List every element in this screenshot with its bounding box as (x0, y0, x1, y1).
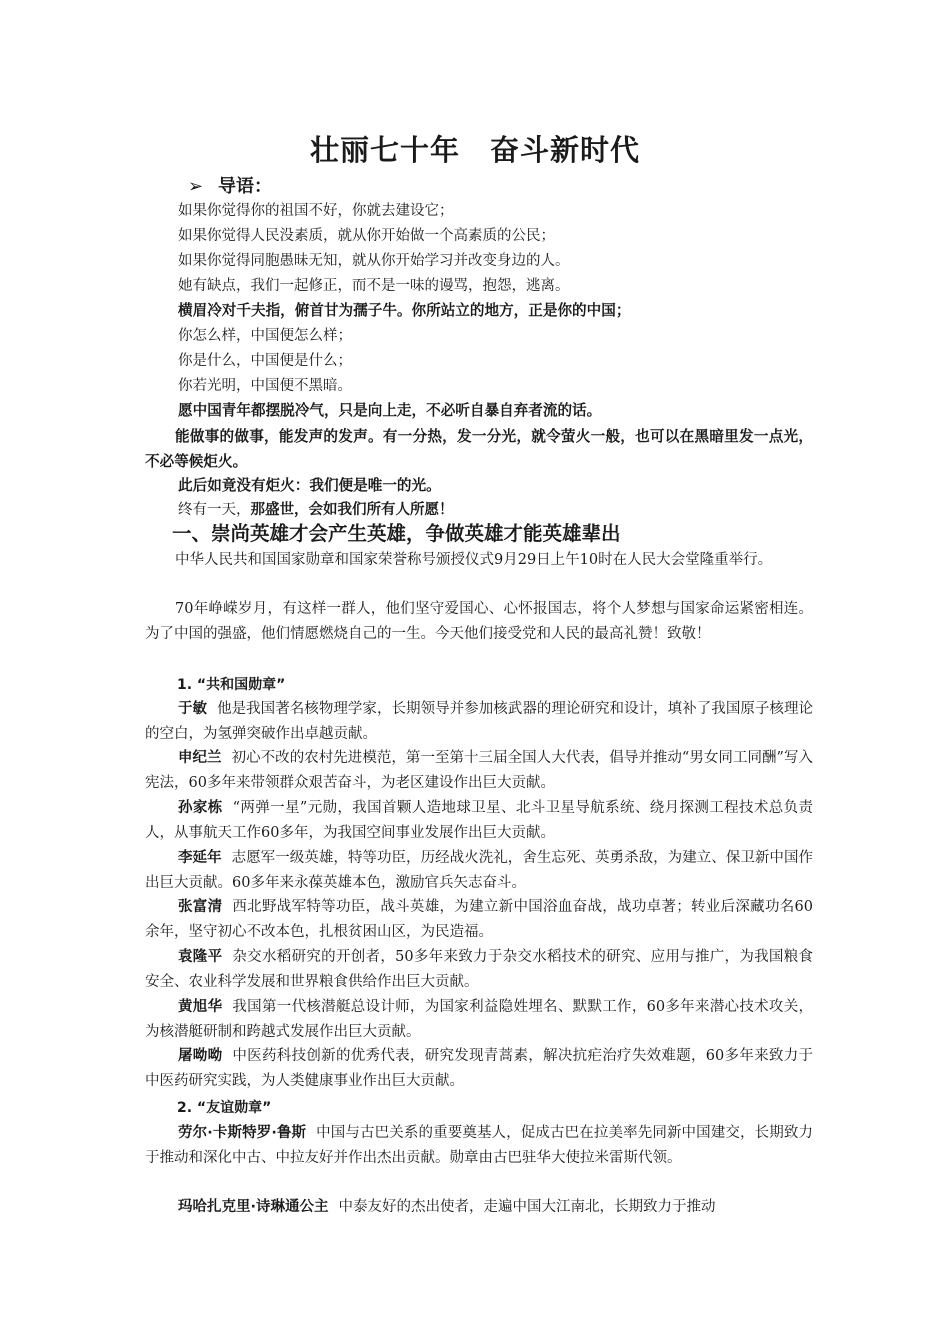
honoree-entry (145, 796, 813, 846)
honoree-name: 孙家栋 (178, 800, 223, 816)
arrow-bullet-icon: ➢ (188, 176, 204, 197)
honoree-entry (145, 1044, 813, 1094)
honoree-entry (145, 945, 813, 995)
intro-line: 如果你觉得你的祖国不好，你就去建设它； (178, 203, 454, 219)
page-title: 壮丽七十年 奋斗新时代 (309, 133, 640, 167)
intro-line: 如果你觉得同胞愚昧无知，就从你开始学习并改变身边的人。 (178, 253, 570, 269)
final-line-prefix: 终有一天， (178, 502, 251, 518)
section-heading: 一、崇尚英雄才会产生英雄，争做英雄才能英雄辈出 (172, 522, 621, 545)
intro-line-bold: 愿中国青年都摆脱冷气，只是向上走，不必听自暴自弃者流的话。 (178, 402, 602, 419)
guide-label: 导语： (218, 176, 272, 197)
honoree-text: 中泰友好的杰出使者，走遍中国大江南北，长期致力于推动 (338, 1199, 716, 1215)
intro-line: 你若光明，中国便不黑暗。 (178, 378, 352, 394)
final-line (178, 498, 454, 522)
honoree-name: 张富清 (178, 899, 223, 915)
honoree-text: 我国第一代核潜艇总设计师，为国家利益隐姓埋名、默默工作，60多年来潜心技术攻关，为核潜艇研制和跨越式发展作出巨大贡献。 (145, 999, 814, 1040)
honoree-name: 屠呦呦 (178, 1048, 223, 1064)
intro-line: 她有缺点，我们一起修正，而不是一味的谩骂，抱怨，逃离。 (178, 278, 570, 294)
honoree-text: 中医药科技创新的优秀代表，研究发现青蒿素，解决抗疟治疗失效难题，60多年来致力于中医药研究实践，为人类健康事业作出巨大贡献。 (145, 1048, 814, 1089)
intro-line: 如果你觉得人民没素质，就从你开始做一个高素质的公民； (178, 228, 555, 244)
honoree-entry (145, 1195, 813, 1220)
honoree-entry (145, 995, 813, 1045)
section-paragraph: 70年峥嵘岁月，有这样一群人，他们坚守爱国心、心怀报国志，将个人梦想与国家命运紧密相连。为了中国的强盛，他们情愿燃烧自己的一生。今天他们接受党和人民的最高礼赞！致敬！ (145, 601, 813, 642)
medal-title: 1. “共和国勋章” (177, 677, 286, 693)
honoree-name: 袁隆平 (178, 949, 223, 965)
honoree-entry (145, 697, 813, 747)
guide-heading (188, 174, 272, 200)
section-paragraph: 中华人民共和国国家勋章和国家荣誉称号颁授仪式9月29日上午10时在人民大会堂隆重举行。 (175, 552, 773, 568)
final-line-bold: 那盛世，会如我们所有人所愿！ (250, 502, 454, 518)
honoree-name: 劳尔·卡斯特罗·鲁斯 (178, 1125, 307, 1141)
intro-line: 你怎么样，中国便怎么样； (178, 328, 352, 344)
honoree-name: 申纪兰 (178, 750, 222, 766)
honoree-text: 志愿军一级英雄，特等功臣，历经战火洗礼，舍生忘死、英勇杀敌，为建立、保卫新中国作出巨大贡献。60多年来永葆英雄本色，激励官兵矢志奋斗。 (145, 850, 813, 891)
honoree-entry (145, 895, 813, 945)
honoree-entry (145, 746, 813, 796)
bold-paragraph: 能做事的做事，能发声的发声。有一分热，发一分光，就令萤火一般，也可以在黑暗里发一点光，不必等候炬火。 (145, 428, 813, 470)
honoree-text: 中国与古巴关系的重要奠基人，促成古巴在拉美率先同新中国建交，长期致力于推动和深化中古、中拉友好并作出杰出贡献。勋章由古巴驻华大使拉米雷斯代领。 (145, 1125, 813, 1166)
honoree-entry (145, 846, 813, 896)
intro-line-bold: 横眉冷对千夫指，俯首甘为孺子牛。你所站立的地方，正是你的中国； (178, 302, 631, 319)
intro-line: 你是什么，中国便是什么； (178, 353, 352, 369)
torch-line: 此后如竟没有炬火：我们便是唯一的光。 (178, 477, 441, 494)
honoree-text: 杂交水稻研究的开创者，50多年来致力于杂交水稻技术的研究、应用与推广，为我国粮食安全、农业科学发展和世界粮食供给作出巨大贡献。 (145, 949, 814, 990)
honoree-name: 于敏 (178, 701, 208, 717)
honoree-name: 李延年 (178, 850, 222, 866)
honoree-name: 黄旭华 (178, 999, 223, 1015)
honoree-text: 初心不改的农村先进模范，第一至第十三届全国人大代表，倡导并推动“男女同工同酬”写入宪法，60多年来带领群众艰苦奋斗，为老区建设作出巨大贡献。 (145, 750, 814, 791)
honoree-text: “两弹一星”元勋，我国首颗人造地球卫星、北斗卫星导航系统、绕月探测工程技术总负责人，从事航天工作60多年，为我国空间事业发展作出巨大贡献。 (145, 800, 813, 841)
honoree-text: 西北野战军特等功臣，战斗英雄，为建立新中国浴血奋战，战功卓著；转业后深藏功名60余年，坚守初心不改本色，扎根贫困山区，为民造福。 (145, 899, 814, 940)
medal-title: 2. “友谊勋章” (177, 1100, 272, 1116)
honoree-text: 他是我国著名核物理学家，长期领导并参加核武器的理论研究和设计，填补了我国原子核理论的空白，为氢弹突破作出卓越贡献。 (145, 701, 814, 742)
honoree-name: 玛哈扎克里·诗琳通公主 (178, 1199, 329, 1215)
honoree-entry (145, 1121, 813, 1171)
